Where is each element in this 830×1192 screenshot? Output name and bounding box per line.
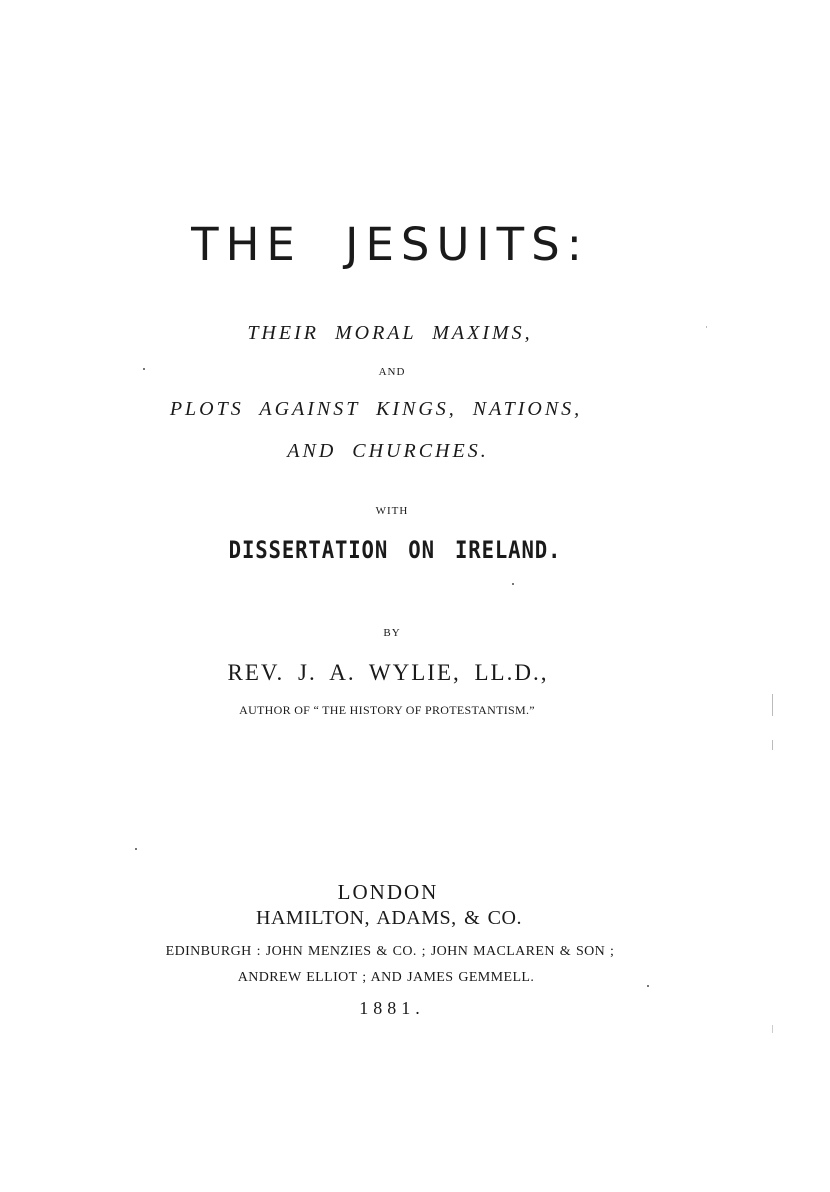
- author-name: REV. J. A. WYLIE, LL.D.,: [227, 660, 549, 685]
- page-title: THE JESUITS:: [191, 218, 589, 271]
- subtitle-line-2: PLOTS AGAINST KINGS, NATIONS,: [169, 398, 583, 420]
- dissertation-heading: DISSERTATION ON IRELAND.: [228, 536, 562, 564]
- conjunction-and: AND: [378, 366, 406, 378]
- by-label: BY: [383, 627, 401, 639]
- scan-speck: [772, 740, 773, 750]
- scan-speck: [772, 1025, 773, 1033]
- scan-speck: [647, 985, 649, 987]
- imprint-edinburgh-line-2: ANDREW ELLIOT ; AND JAMES GEMMELL.: [237, 970, 535, 985]
- author-credits: AUTHOR OF “ THE HISTORY OF PROTESTANTISM.”: [239, 703, 535, 717]
- imprint-publisher: HAMILTON, ADAMS, & CO.: [256, 907, 522, 929]
- imprint-city: LONDON: [337, 880, 439, 904]
- scan-speck: [706, 326, 707, 328]
- imprint-year: 1881.: [359, 998, 425, 1018]
- subtitle-line-3: AND CHURCHES.: [287, 440, 489, 462]
- scan-speck: [512, 583, 514, 585]
- subtitle-line-1: THEIR MORAL MAXIMS,: [247, 322, 533, 344]
- imprint-edinburgh: EDINBURGH : JOHN MENZIES & CO. ; JOHN MACLAREN & SON ;: [165, 944, 615, 959]
- scan-speck: [135, 848, 137, 850]
- scan-speck: [143, 368, 145, 370]
- scan-speck: [772, 694, 773, 716]
- with-label: WITH: [375, 505, 409, 517]
